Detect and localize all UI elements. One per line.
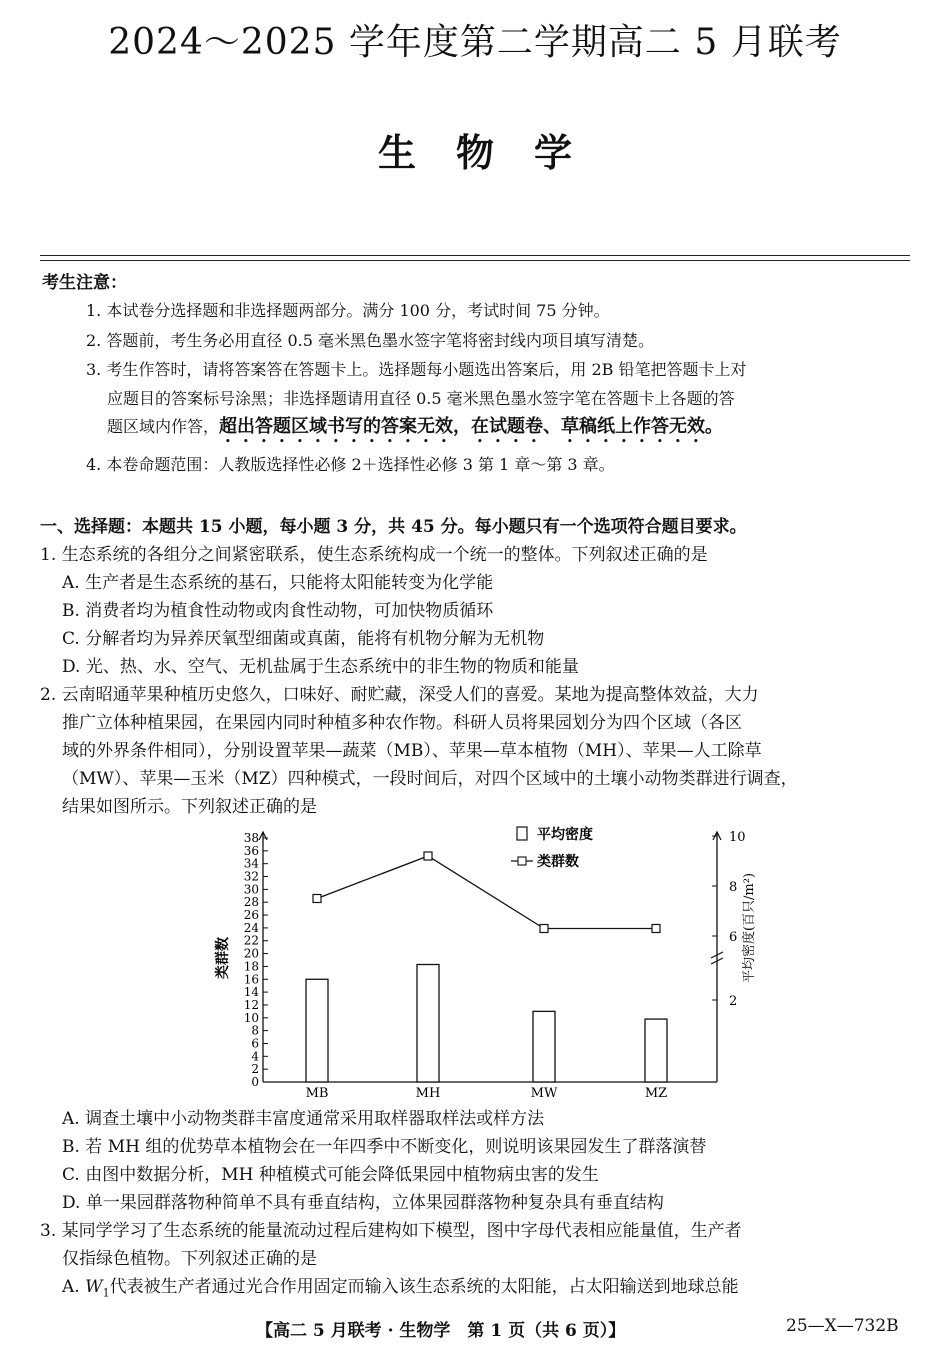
q1-option-a: A. 生产者是生态系统的基石，只能将太阳能转变为化学能 (62, 573, 494, 593)
y-tick-label-right: 8 (729, 880, 738, 895)
y-tick-label-left: 34 (243, 856, 259, 871)
exam-title: 2024～2025 学年度第二学期高二 5 月联考 (108, 22, 842, 63)
y-tick-label-left: 0 (251, 1075, 259, 1089)
q1-option-d: D. 光、热、水、空气、无机盐属于生态系统中的非生物的物质和能量 (62, 657, 579, 677)
legend-bar-label: 平均密度 (537, 827, 593, 843)
bar-mark (306, 979, 328, 1082)
line-point (424, 852, 432, 860)
notice-item-1: 1. 本试卷分选择题和非选择题两部分。满分 100 分，考试时间 75 分钟。 (86, 301, 610, 320)
y-tick-label-left: 20 (243, 946, 259, 961)
y-tick-label-left: 38 (243, 831, 259, 845)
y-tick-label-left: 10 (243, 1010, 259, 1025)
y-tick-label-left: 12 (243, 997, 259, 1012)
notice-item-2: 2. 答题前，考生务必用直径 0.5 毫米黑色墨水签字笔将密封线内项目填写清楚。 (86, 331, 654, 350)
q1-stem: 1. 生态系统的各组分之间紧密联系，使生态系统构成一个统一的整体。下列叙述正确的是 (40, 545, 708, 565)
notice-item-3-prefix: 题区域内作答， (107, 417, 220, 436)
q2-option-c: C. 由图中数据分析，MH 种植模式可能会降低果园中植物病虫害的发生 (62, 1165, 599, 1185)
q3-option-a (62, 1272, 739, 1299)
y-tick-label-left: 24 (243, 920, 259, 935)
q2-stem-line2: 推广立体种植果园，在果园内同时种植多种农作物。科研人员将果园划分为四个区域（各区 (62, 713, 742, 733)
q2-stem-line5: 结果如图所示。下列叙述正确的是 (62, 797, 317, 817)
q2-option-a: A. 调查土壤中小动物类群丰富度通常采用取样器取样法或样方法 (62, 1109, 545, 1129)
q2-option-b: B. 若 MH 组的优势草本植物会在一年四季中不断变化，则说明该果园发生了群落演替 (62, 1137, 707, 1157)
y-tick-label-left: 26 (243, 908, 259, 923)
y-tick-label-left: 30 (243, 882, 259, 897)
q3-stem-line1: 3. 某同学学习了生态系统的能量流动过程后建构如下模型，图中字母代表相应能量值，生产者 (40, 1221, 742, 1241)
notice-item-3-line2: 应题目的答案标号涂黑；非选择题请用直径 0.5 毫米黑色墨水签字笔在答题卡上各题的答 (107, 389, 735, 408)
q3-option-a-var: W (85, 1277, 103, 1297)
notice-emphasis: 超出答题区域书写的答案无效，在试题卷、草稿纸上作答无效。 (219, 416, 724, 437)
y-tick-label-left: 4 (251, 1049, 259, 1064)
y-tick-label-left: 6 (251, 1036, 259, 1051)
q3-stem-line2: 仅指绿色植物。下列叙述正确的是 (62, 1249, 317, 1269)
notice-item-3-line1: 3. 考生作答时，请将答案答在答题卡上。选择题每小题选出答案后，用 2B 铅笔把答题卡上对 (86, 360, 747, 379)
y-tick-label-left: 32 (243, 869, 259, 884)
q1-option-b: B. 消费者均为植食性动物或肉食性动物，可加快物质循环 (62, 601, 494, 621)
q2-chart (205, 818, 765, 1103)
notice-heading: 考生注意： (42, 273, 127, 293)
q2-option-d: D. 单一果园群落物种简单不具有垂直结构，立体果园群落物种复杂具有垂直结构 (62, 1193, 664, 1213)
y-tick-label-left: 14 (243, 985, 259, 1000)
line-point (652, 925, 660, 933)
legend-line-marker (518, 857, 526, 865)
section-heading: 一、选择题：本题共 15 小题，每小题 3 分，共 45 分。每小题只有一个选项符合题目要求。 (40, 517, 747, 537)
y-tick-label-right: 10 (729, 830, 746, 845)
q2-stem-line1: 2. 云南昭通苹果种植历史悠久，口味好、耐贮藏，深受人们的喜爱。某地为提高整体效益，大力 (40, 685, 759, 705)
y-axis-left-label: 类群数 (215, 937, 231, 979)
q2-stem-line4: （MW）、苹果—玉米（MZ）四种模式，一段时间后，对四个区域中的土壤小动物类群进行调查， (62, 769, 798, 789)
y-tick-label-left: 28 (243, 895, 259, 910)
x-tick-label: MZ (644, 1086, 668, 1101)
bar-mark (417, 964, 439, 1082)
q1-option-c: C. 分解者均为异养厌氧型细菌或真菌，能将有机物分解为无机物 (62, 629, 545, 649)
line-point (313, 895, 321, 903)
q2-stem-line3: 域的外界条件相同），分别设置苹果—蔬菜（MB）、苹果—草本植物（MH）、苹果—人工除草 (62, 741, 762, 761)
q3-option-a-text: 代表被生产者通过光合作用固定而输入该生态系统的太阳能，占太阳输送到地球总能 (109, 1277, 739, 1297)
q3-option-a-label: A. (62, 1277, 86, 1297)
y-axis-right-label: 平均密度(百只/m²) (742, 872, 757, 984)
notice-item-3-line3 (107, 412, 723, 447)
y-tick-label-right: 2 (729, 994, 738, 1009)
subject-title: 生物学 (377, 130, 612, 175)
footer-page-info: 【高二 5 月联考 · 生物学 第 1 页（共 6 页）】 (256, 1321, 626, 1341)
x-tick-label: MH (415, 1086, 441, 1101)
y-tick-label-left: 16 (243, 972, 259, 987)
bar-mark (645, 1019, 667, 1082)
bar-mark (533, 1011, 555, 1082)
y-tick-label-left: 36 (243, 843, 259, 858)
x-tick-label: MB (305, 1086, 329, 1101)
line-series (317, 856, 656, 929)
x-tick-label: MW (530, 1086, 558, 1101)
footer-code: 25—X—732B (786, 1316, 899, 1336)
y-tick-label-right: 6 (729, 930, 738, 945)
notice-item-4: 4. 本卷命题范围：人教版选择性必修 2＋选择性必修 3 第 1 章～第 3 章。 (86, 455, 615, 474)
y-tick-label-left: 2 (251, 1062, 259, 1077)
q3-option-a-sub: 1 (102, 1286, 110, 1300)
divider-thick (40, 255, 910, 256)
y-tick-label-left: 8 (251, 1023, 259, 1038)
y-tick-label-left: 22 (243, 933, 259, 948)
divider-thin (40, 260, 910, 261)
legend-bar-swatch (517, 827, 527, 840)
y-tick-label-left: 18 (243, 959, 259, 974)
legend-line-label: 类群数 (537, 854, 579, 870)
line-point (540, 925, 548, 933)
